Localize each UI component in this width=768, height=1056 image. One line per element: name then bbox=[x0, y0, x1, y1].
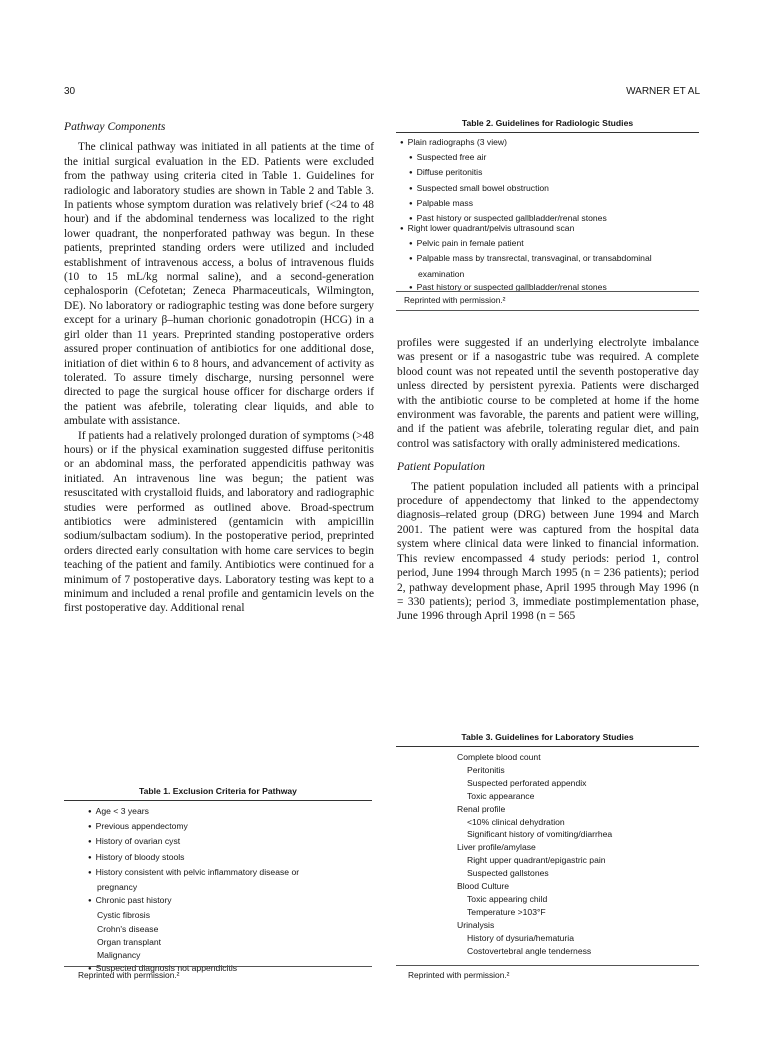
table-row: Complete blood count bbox=[457, 752, 541, 762]
table-footnote: Reprinted with permission.² bbox=[404, 295, 506, 305]
table-bottom-rule bbox=[396, 291, 699, 292]
table-row: ● Palpable mass by transrectal, transvaginal, or transabdominal bbox=[400, 252, 699, 267]
paragraph: profiles were suggested if an underlying electrolyte imbalance was present or if a nasogastric tube was required. A complete blood count was not repeated until the seventh postoperative day unless directed by persistent pyrexia. Patients were discharged with the antibiotic course to be completed at home if the home environment was favorable, the parents and patient were willing, and if the patient was afebrile, tolerating regular diet, and pain control was satisfactory with orally administered medications. bbox=[397, 337, 699, 450]
table-row: ● Right lower quadrant/pelvis ultrasound scan bbox=[400, 222, 699, 237]
table-row: Urinalysis bbox=[457, 919, 495, 930]
table-row: examination bbox=[418, 268, 465, 279]
page-number: 30 bbox=[64, 86, 76, 97]
table-row: Toxic appearing child bbox=[467, 893, 548, 904]
table-1 bbox=[64, 786, 372, 980]
left-column bbox=[64, 120, 374, 616]
table-caption: Table 1. Exclusion Criteria for Pathway bbox=[139, 786, 297, 796]
table-row: ● Past history or suspected gallbladder/renal stones bbox=[400, 281, 699, 296]
table-row: Liver profile/amylase bbox=[457, 842, 536, 853]
table-footnote: Reprinted with permission.² bbox=[78, 970, 180, 980]
table-2 bbox=[396, 118, 699, 305]
table-row: ● Chronic past history bbox=[88, 894, 372, 909]
table-row: Toxic appearance bbox=[467, 790, 535, 801]
table-top-rule bbox=[396, 746, 699, 747]
table-row: Renal profile bbox=[457, 803, 506, 814]
table-row: <10% clinical dehydration bbox=[467, 816, 565, 827]
table-footnote: Reprinted with permission.² bbox=[408, 970, 510, 980]
table-row: ● Suspected free air bbox=[400, 151, 699, 166]
table-row: ● Suspected diagnosis not appendicitis bbox=[88, 962, 372, 977]
paragraph: The clinical pathway was initiated in all patients at the time of the initial surgical evaluation in the ED. Patients were excluded from the pathway using criteria cited in Table 1. Guidelines for radiologic and laboratory studies are shown in Table 2 and Table 3. In patients whose symptom duration was relatively brief (<24 to 48 hour) and if the abdominal tenderness was localized to the right lower quadrant, the nonperforated pathway was begun. In these patients, preprinted standing orders were utilized and included establishment of intravenous access, a bolus of intravenous fluids (10 to 15 mL/kg normal saline), and a second-generation cephalosporin (Cefotetan; Zeneca Pharmaceuticals, Wilmington, DE). No laboratory or radiographic testing was done before surgery except for a urinary β–human chorionic gonadotropin (HCG) in a girl older than 11 years. Preprinted standing postoperative orders assured proper continuation of antibiotics for one additional dose, initiation of diet within 6 to 8 hours, and advancement of activity as tolerated. To assure timely discharge, nursing personnel were directed to page the surgical house officer for discharge orders if the patient was afebrile, tolerating clear liquids, and able to ambulate with assistance. bbox=[64, 141, 374, 428]
table-3 bbox=[396, 732, 699, 980]
table-row: Malignancy bbox=[97, 950, 141, 961]
table-body-group-1 bbox=[400, 136, 699, 227]
table-caption: Table 3. Guidelines for Laboratory Studies bbox=[461, 732, 634, 742]
table-row: ● Diffuse peritonitis bbox=[400, 166, 699, 181]
table-row: Temperature >103°F bbox=[467, 906, 546, 917]
table-caption: Table 2. Guidelines for Radiologic Studies bbox=[461, 118, 634, 128]
table-row: ● Past history or suspected gallbladder/renal stones bbox=[400, 212, 699, 227]
table-row: Suspected perforated appendix bbox=[467, 777, 587, 788]
table-row: Cystic fibrosis bbox=[97, 910, 151, 921]
table-body-group-2 bbox=[400, 222, 699, 296]
table-row: ● Previous appendectomy bbox=[88, 820, 372, 835]
section-heading-patient-population: Patient Population bbox=[397, 460, 485, 474]
paragraph: The patient population included all patients with a principal procedure of appendectomy that linked to the appendectomy diagnosis–related group (DRG) between June 1994 and March 2001. The patient were was captured from the hospital data system where clinical data were linked to financial information. This review encompassed 4 study periods: period 1, control period, June 1994 through March 1995 (n = 236 patients); period 2, pathway development phase, April 1995 through May 1996 (n = 330 patients); period 3, immediate postimplementation phase, June 1996 through April 1998 (n = 565 bbox=[397, 480, 699, 623]
table-bottom-rule bbox=[396, 965, 699, 966]
paragraph: If patients had a relatively prolonged duration of symptoms (>48 hours) or if the physical examination suggested diffuse peritonitis or an abdominal mass, the perforated appendicitis pathway was initiated. An intravenous line was begun; the patient was resuscitated with crystalloid fluids, and laboratory and radiographic studies were performed as outlined above. Broad-spectrum antibiotics were administered (gentamicin with ampicillin sodium/sulbactam sodium). In the postoperative period, preprinted orders directed early consultation with home care services to begin teaching of the patient and family. Antibiotics were continued for a minimum of 7 postoperative days. Laboratory testing was kept to a minimum and included a renal profile and gentamicin levels on the first postoperative day. Additional renal bbox=[64, 429, 374, 615]
table-bottom-rule bbox=[64, 966, 372, 967]
table-row: Organ transplant bbox=[97, 936, 162, 947]
table-body bbox=[457, 751, 699, 958]
table-body bbox=[88, 805, 372, 977]
table-row: Peritonitis bbox=[467, 764, 505, 775]
table-row: Right upper quadrant/epigastric pain bbox=[467, 855, 606, 866]
table-row: Blood Culture bbox=[457, 881, 510, 892]
table-row: Significant history of vomiting/diarrhea bbox=[467, 829, 613, 840]
table-row: ● Suspected small bowel obstruction bbox=[400, 182, 699, 197]
table-row: ● Plain radiographs (3 view) bbox=[400, 136, 699, 151]
running-head: WARNER ET AL bbox=[626, 86, 700, 97]
table-row: ● History consistent with pelvic inflammatory disease or bbox=[88, 866, 372, 881]
table-row: ● History of ovarian cyst bbox=[88, 835, 372, 850]
table-row: Suspected gallstones bbox=[467, 868, 549, 879]
table-row: Costovertebral angle tenderness bbox=[467, 945, 592, 956]
right-column bbox=[397, 336, 699, 624]
table-row: pregnancy bbox=[97, 882, 138, 893]
table-top-rule bbox=[64, 800, 372, 801]
table-row: ● Palpable mass bbox=[400, 197, 699, 212]
table-footer-rule bbox=[396, 310, 699, 311]
table-row: ● Age < 3 years bbox=[88, 805, 372, 820]
table-row: History of dysuria/hematuria bbox=[467, 932, 574, 943]
table-row: ● History of bloody stools bbox=[88, 851, 372, 866]
section-heading-pathway-components: Pathway Components bbox=[64, 120, 166, 133]
table-row: Crohn's disease bbox=[97, 923, 159, 934]
table-row: ● Pelvic pain in female patient bbox=[400, 237, 699, 252]
table-top-rule bbox=[396, 132, 699, 133]
